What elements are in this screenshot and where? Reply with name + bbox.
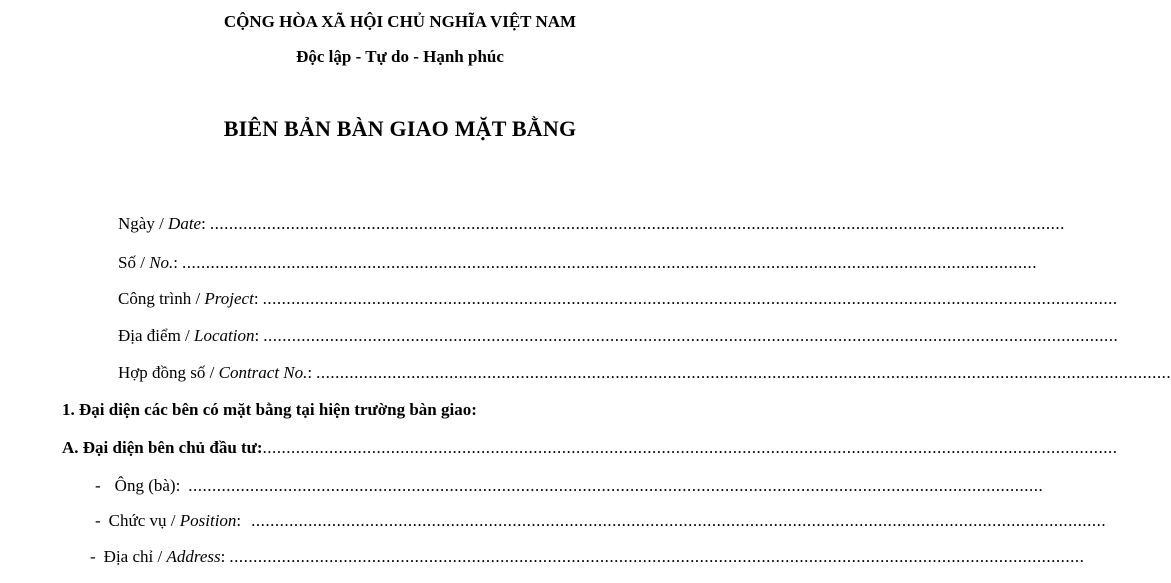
field-address[interactable] bbox=[90, 547, 1085, 569]
document-title: BIÊN BẢN BÀN GIAO MẶT BẰNG bbox=[223, 116, 577, 141]
slogan: Độc lập - Tự do - Hạnh phúc bbox=[296, 47, 504, 66]
field-project[interactable] bbox=[118, 289, 1118, 311]
field-label: Địa chỉ / Address: bbox=[103, 547, 226, 566]
field-number[interactable] bbox=[118, 253, 1038, 275]
bullet: - bbox=[90, 547, 96, 566]
field-location[interactable] bbox=[118, 326, 1119, 348]
field-label: Số / No.: bbox=[118, 253, 179, 272]
fill-line[interactable]: .................................................................................................................................................................................... bbox=[188, 476, 1044, 495]
section-1-heading: 1. Đại diện các bên có mặt bằng tại hiện trường bàn giao: bbox=[62, 400, 477, 419]
field-label: Công trình / Project: bbox=[118, 289, 259, 308]
fill-line[interactable]: .................................................................................................................................................................................... bbox=[251, 511, 1107, 530]
bullet: - bbox=[95, 511, 101, 530]
party-a-heading-row[interactable] bbox=[62, 438, 1118, 460]
fill-line[interactable]: .................................................................................................................................................................................... bbox=[229, 547, 1085, 566]
bullet: - bbox=[95, 476, 101, 495]
field-name[interactable] bbox=[95, 476, 1044, 498]
field-date[interactable] bbox=[118, 214, 1065, 236]
fill-line[interactable]: .................................................................................................................................................................................... bbox=[182, 253, 1038, 272]
fill-line[interactable]: .................................................................................................................................................................................... bbox=[262, 438, 1118, 457]
field-position[interactable] bbox=[95, 511, 1107, 533]
party-a-heading: A. Đại diện bên chủ đầu tư: bbox=[62, 438, 263, 457]
field-contract-no[interactable] bbox=[118, 363, 1171, 385]
field-label: Ngày / Date: bbox=[118, 214, 206, 233]
field-label: Hợp đồng số / Contract No.: bbox=[118, 363, 313, 382]
field-label: Ông (bà): bbox=[114, 476, 181, 495]
field-label: Địa điểm / Location: bbox=[118, 326, 260, 345]
field-label: Chức vụ / Position: bbox=[108, 511, 242, 530]
fill-line[interactable]: .................................................................................................................................................................................... bbox=[209, 214, 1065, 233]
national-motto: CỘNG HÒA XÃ HỘI CHỦ NGHĨA VIỆT NAM bbox=[223, 12, 577, 31]
fill-line[interactable]: .................................................................................................................................................................................... bbox=[262, 289, 1118, 308]
fill-line[interactable]: .................................................................................................................................................................................... bbox=[316, 363, 1171, 382]
fill-line[interactable]: .................................................................................................................................................................................... bbox=[263, 326, 1119, 345]
